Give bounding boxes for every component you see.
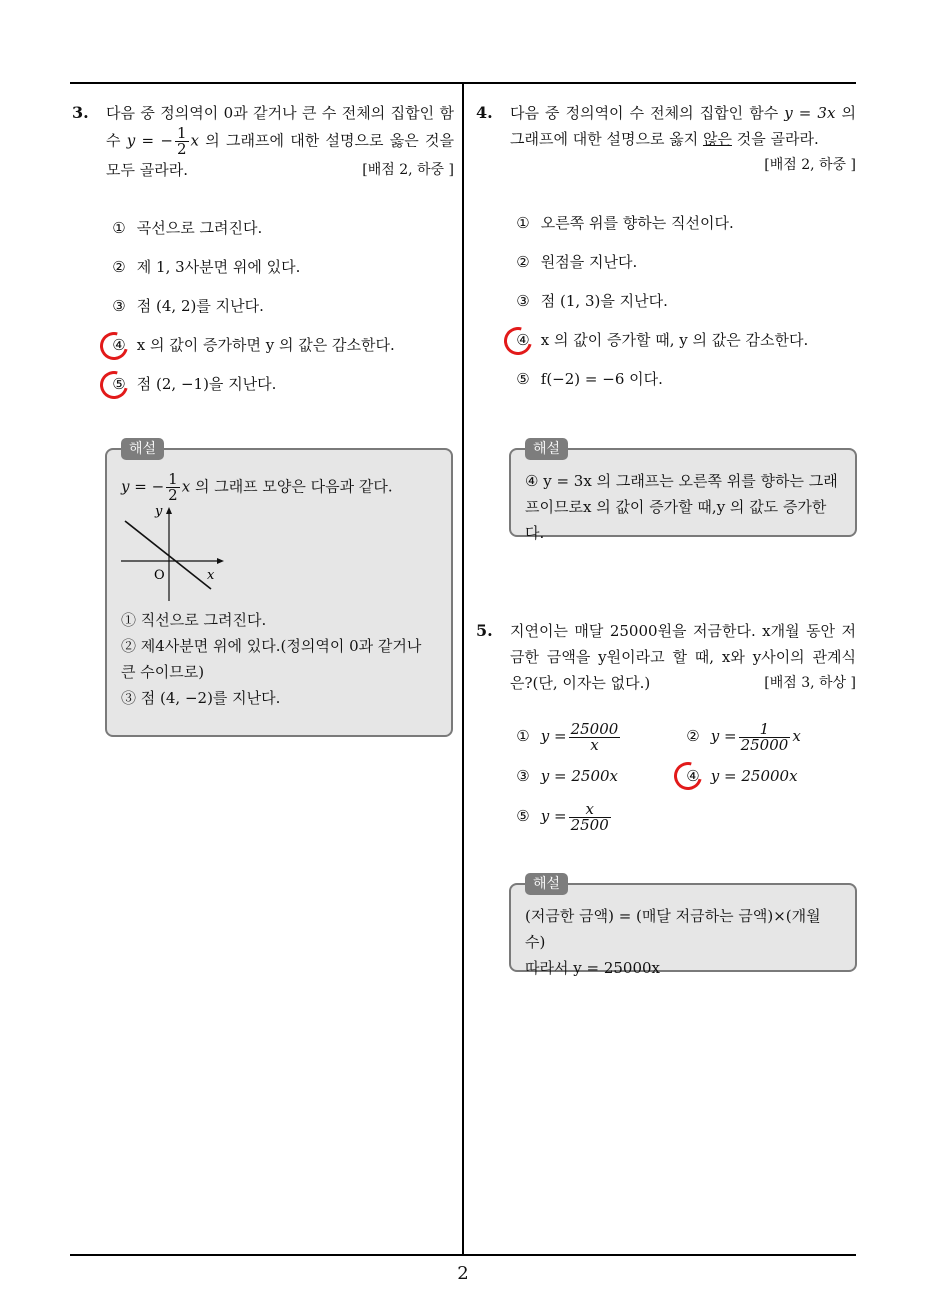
option-2[interactable]: ② y = $\frac{1}{25000}$ x [686,719,801,754]
question-4 [476,100,856,178]
solution-line: y = − $\frac{1}{2}$ x 의 그래프 모양은 다음과 같다. [121,470,393,504]
svg-text:O: O [154,568,165,583]
score-label: [배점 2, 하중 ] [764,157,856,173]
option-4[interactable]: ④ y = 25000x [680,756,850,796]
solution-tag: 해설 [121,438,164,460]
question-5 [476,618,856,696]
option-4[interactable]: ④ x 의 값이 증가하면 y 의 값은 감소한다. [106,326,454,365]
option-1[interactable]: ① 오른쪽 위를 향하는 직선이다. [516,214,734,232]
option-2[interactable]: ② 원점을 지난다. [516,253,638,271]
option-2[interactable]: ② 제 1, 3사분면 위에 있다. [112,258,301,276]
function-graph [121,501,241,601]
fraction: $\frac{1}{2}$ [176,124,187,158]
solution-line: ① 직선으로 그려진다. [121,611,267,629]
solution-tag: 해설 [525,438,568,460]
options-list [106,209,454,404]
solution-box-5 [509,876,857,977]
question-5-block [476,618,856,836]
solution-line: (저금한 금액) = (매달 저금하는 금액)×(개월 수) [525,907,821,951]
question-text: 지연이는 매달 25000원을 저금한다. x개월 동안 저금한 금액을 y원이라고 할 때, x와 y사이의 관계식은?(단, 이자는 없다.) [510,622,856,692]
solution-box-3 [105,441,453,737]
option-3[interactable]: ③ 점 (1, 3)을 지난다. [516,292,668,310]
score-label: [배점 3, 하상 ] [764,675,856,691]
page-number: 2 [457,1263,469,1284]
question-number: 4. [476,103,493,122]
option-5[interactable]: ⑤ 점 (2, −1)을 지난다. [106,365,454,404]
option-1[interactable]: ① y = $\frac{25000}{x}$ [516,719,619,754]
solution-line: 따라서 y = 25000x [525,959,660,977]
question-number: 5. [476,621,493,640]
solution-tag: 해설 [525,873,568,895]
options-list [510,204,856,399]
solution-line: ③ 점 (4, −2)를 지난다. [121,689,281,707]
question-number: 3. [72,103,89,122]
solution-text: ④ y = 3x 의 그래프는 오른쪽 위를 향하는 그래프이므로x 의 값이 증가할 때,y 의 값도 증가한다. [525,472,838,542]
option-5[interactable]: ⑤ y = $\frac{x}{2500}$ [516,799,609,834]
column-divider [462,82,464,1256]
right-column [476,100,856,399]
options-list [510,716,856,836]
question-text: 다음 중 정의역이 수 전체의 집합인 함수 y = 3x 의 그래프에 대한 설명으로 옳지 않은 것을 골라라. [510,104,856,148]
option-5[interactable]: ⑤ f(−2) = −6 이다. [516,370,663,388]
score-label: [배점 2, 하중 ] [362,162,454,178]
question-3 [72,100,454,183]
solution-box-4 [509,441,857,542]
svg-text:y: y [155,504,163,519]
bottom-rule [70,1254,856,1256]
option-3[interactable]: ③ y = 2500x [516,767,618,785]
option-4[interactable]: ④ x 의 값이 증가할 때, y 의 값은 감소한다. [510,321,856,360]
svg-text:x: x [207,568,215,583]
option-3[interactable]: ③ 점 (4, 2)를 지난다. [112,297,264,315]
question-text: 다음 중 정의역이 0과 같거나 큰 수 전체의 집합인 함수 y = − $\frac{1}{2}$ x 의 그래프에 대한 설명으로 옳은 것을 모두 골라라. [106,104,454,179]
solution-line: ② 제4사분면 위에 있다.(정의역이 0과 같거나 큰 수이므로) [121,637,422,681]
option-1[interactable]: ① 곡선으로 그려진다. [112,219,263,237]
left-column [72,100,454,404]
